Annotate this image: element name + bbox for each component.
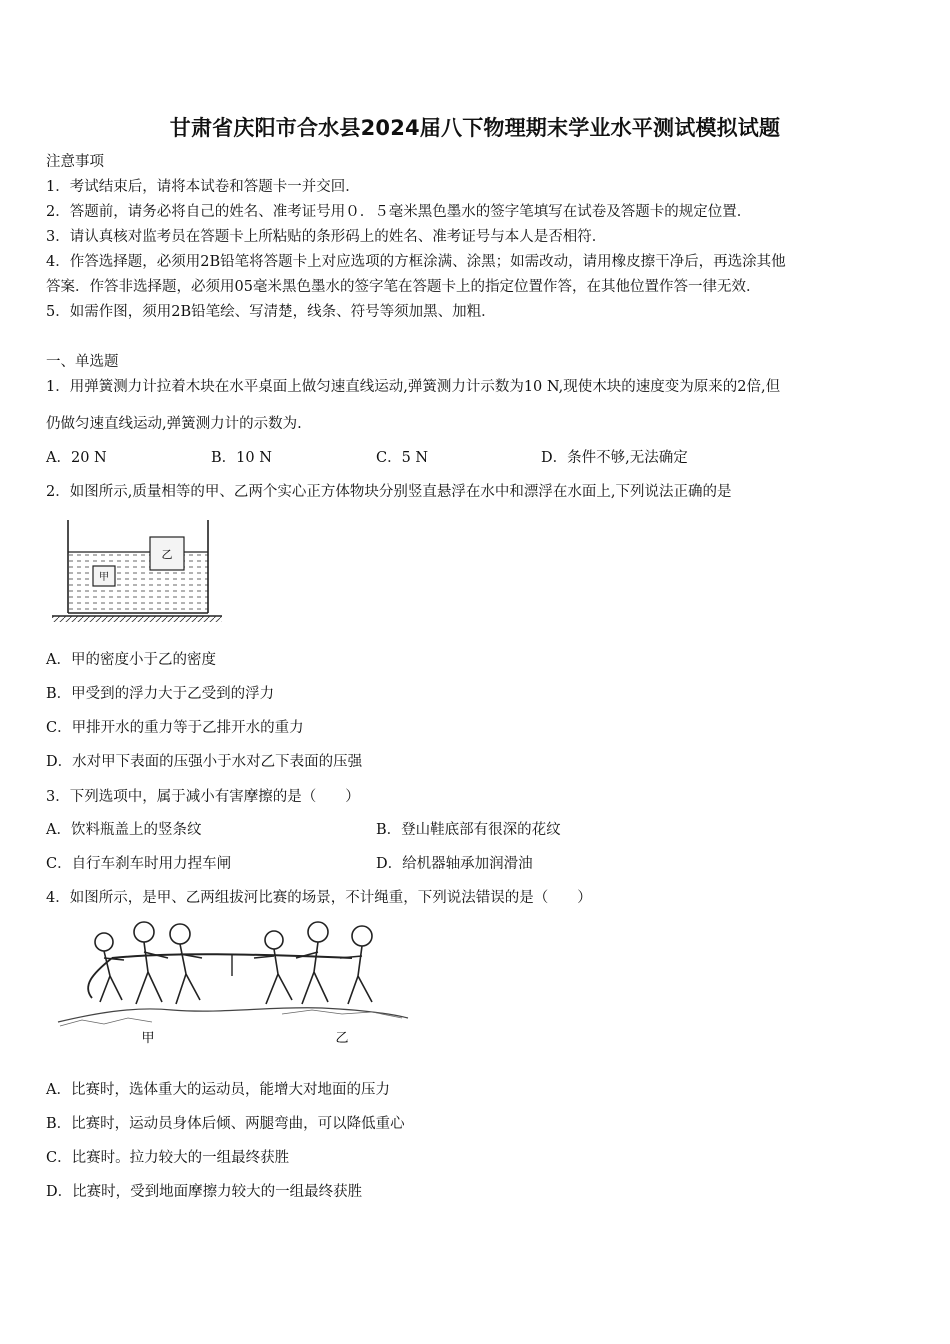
question-1-option-c: C．5 N [376, 450, 429, 466]
section-heading: 一、单选题 [46, 354, 119, 370]
notice-heading: 注意事项 [46, 154, 104, 170]
question-1-text-cont: 仍做匀速直线运动,弹簧测力计的示数为. [46, 416, 302, 432]
ground-texture [60, 1018, 152, 1026]
notice-item: 3．请认真核对监考员在答题卡上所粘贴的条形码上的姓名、准考证号与本人是否相符． [46, 229, 607, 245]
question-3-option-c: C．自行车刹车时用力捏车闸 [46, 856, 232, 872]
question-2-option-d: D．水对甲下表面的压强小于水对乙下表面的压强 [46, 754, 363, 770]
question-4-option-d: D．比赛时，受到地面摩擦力较大的一组最终获胜 [46, 1184, 363, 1200]
question-4-text: 4．如图所示，是甲、乙两组拔河比赛的场景，不计绳重，下列说法错误的是（ ） [46, 890, 592, 906]
question-3-text: 3．下列选项中，属于减小有害摩擦的是（ ） [46, 789, 360, 805]
team-jia-people [95, 922, 202, 1004]
question-4-option-c: C．比赛时。拉力较大的一组最终获胜 [46, 1150, 290, 1166]
question-2-text: 2．如图所示,质量相等的甲、乙两个实心正方体物块分别竖直悬浮在水中和漂浮在水面上,下列说法正确的是 [46, 484, 732, 500]
question-2-option-c: C．甲排开水的重力等于乙排开水的重力 [46, 720, 304, 736]
block-jia-label: 甲 [99, 572, 109, 583]
question-3-option-d: D．给机器轴承加润滑油 [376, 856, 533, 872]
notice-item: 答案．作答非选择题，必须用05毫米黑色墨水的签字笔在答题卡上的指定位置作答，在其他位置作答一律无效． [46, 279, 761, 295]
question-1-text: 1．用弹簧测力计拉着木块在水平桌面上做匀速直线运动,弹簧测力计示数为10 N,现使木块的速度变为原来的2倍,但 [46, 379, 781, 395]
question-1-option-a: A．20 N [46, 450, 107, 466]
question-3-option-b: B．登山鞋底部有很深的花纹 [376, 822, 561, 838]
notice-item: 4．作答选择题，必须用2B铅笔将答题卡上对应选项的方框涂满、涂黑；如需改动，请用橡皮擦干净后，再选涂其他 [46, 254, 786, 270]
ground-texture [282, 1010, 402, 1018]
notice-item: 1．考试结束后，请将本试卷和答题卡一并交回． [46, 179, 360, 195]
team-yi-label: 乙 [335, 1031, 349, 1046]
water-region [68, 552, 208, 612]
question-4-option-a: A．比赛时，选体重大的运动员，能增大对地面的压力 [46, 1082, 390, 1098]
ground-hatch [52, 616, 222, 622]
container-figure [52, 516, 222, 624]
question-2-option-a: A．甲的密度小于乙的密度 [46, 652, 216, 668]
block-yi-label: 乙 [161, 548, 173, 561]
question-1-option-d: D．条件不够,无法确定 [541, 450, 688, 466]
notice-item: 2．答题前，请务必将自己的姓名、准考证号用０．５毫米黑色墨水的签字笔填写在试卷及答题卡的规定位置． [46, 204, 752, 220]
question-4-option-b: B．比赛时，运动员身体后倾、两腿弯曲，可以降低重心 [46, 1116, 405, 1132]
ground-line [58, 1008, 408, 1022]
team-jia-label: 甲 [141, 1031, 155, 1046]
team-yi-people [254, 922, 372, 1004]
notice-item: 5．如需作图，须用2B铅笔绘、写清楚，线条、符号等须加黑、加粗． [46, 304, 496, 320]
question-3-option-a: A．饮料瓶盖上的竖条纹 [46, 822, 202, 838]
page-title: 甘肃省庆阳市合水县2024届八下物理期末学业水平测试模拟试题 [169, 116, 781, 140]
question-1-option-b: B．10 N [211, 450, 272, 466]
tug-of-war-figure [52, 914, 412, 1050]
question-2-option-b: B．甲受到的浮力大于乙受到的浮力 [46, 686, 275, 702]
